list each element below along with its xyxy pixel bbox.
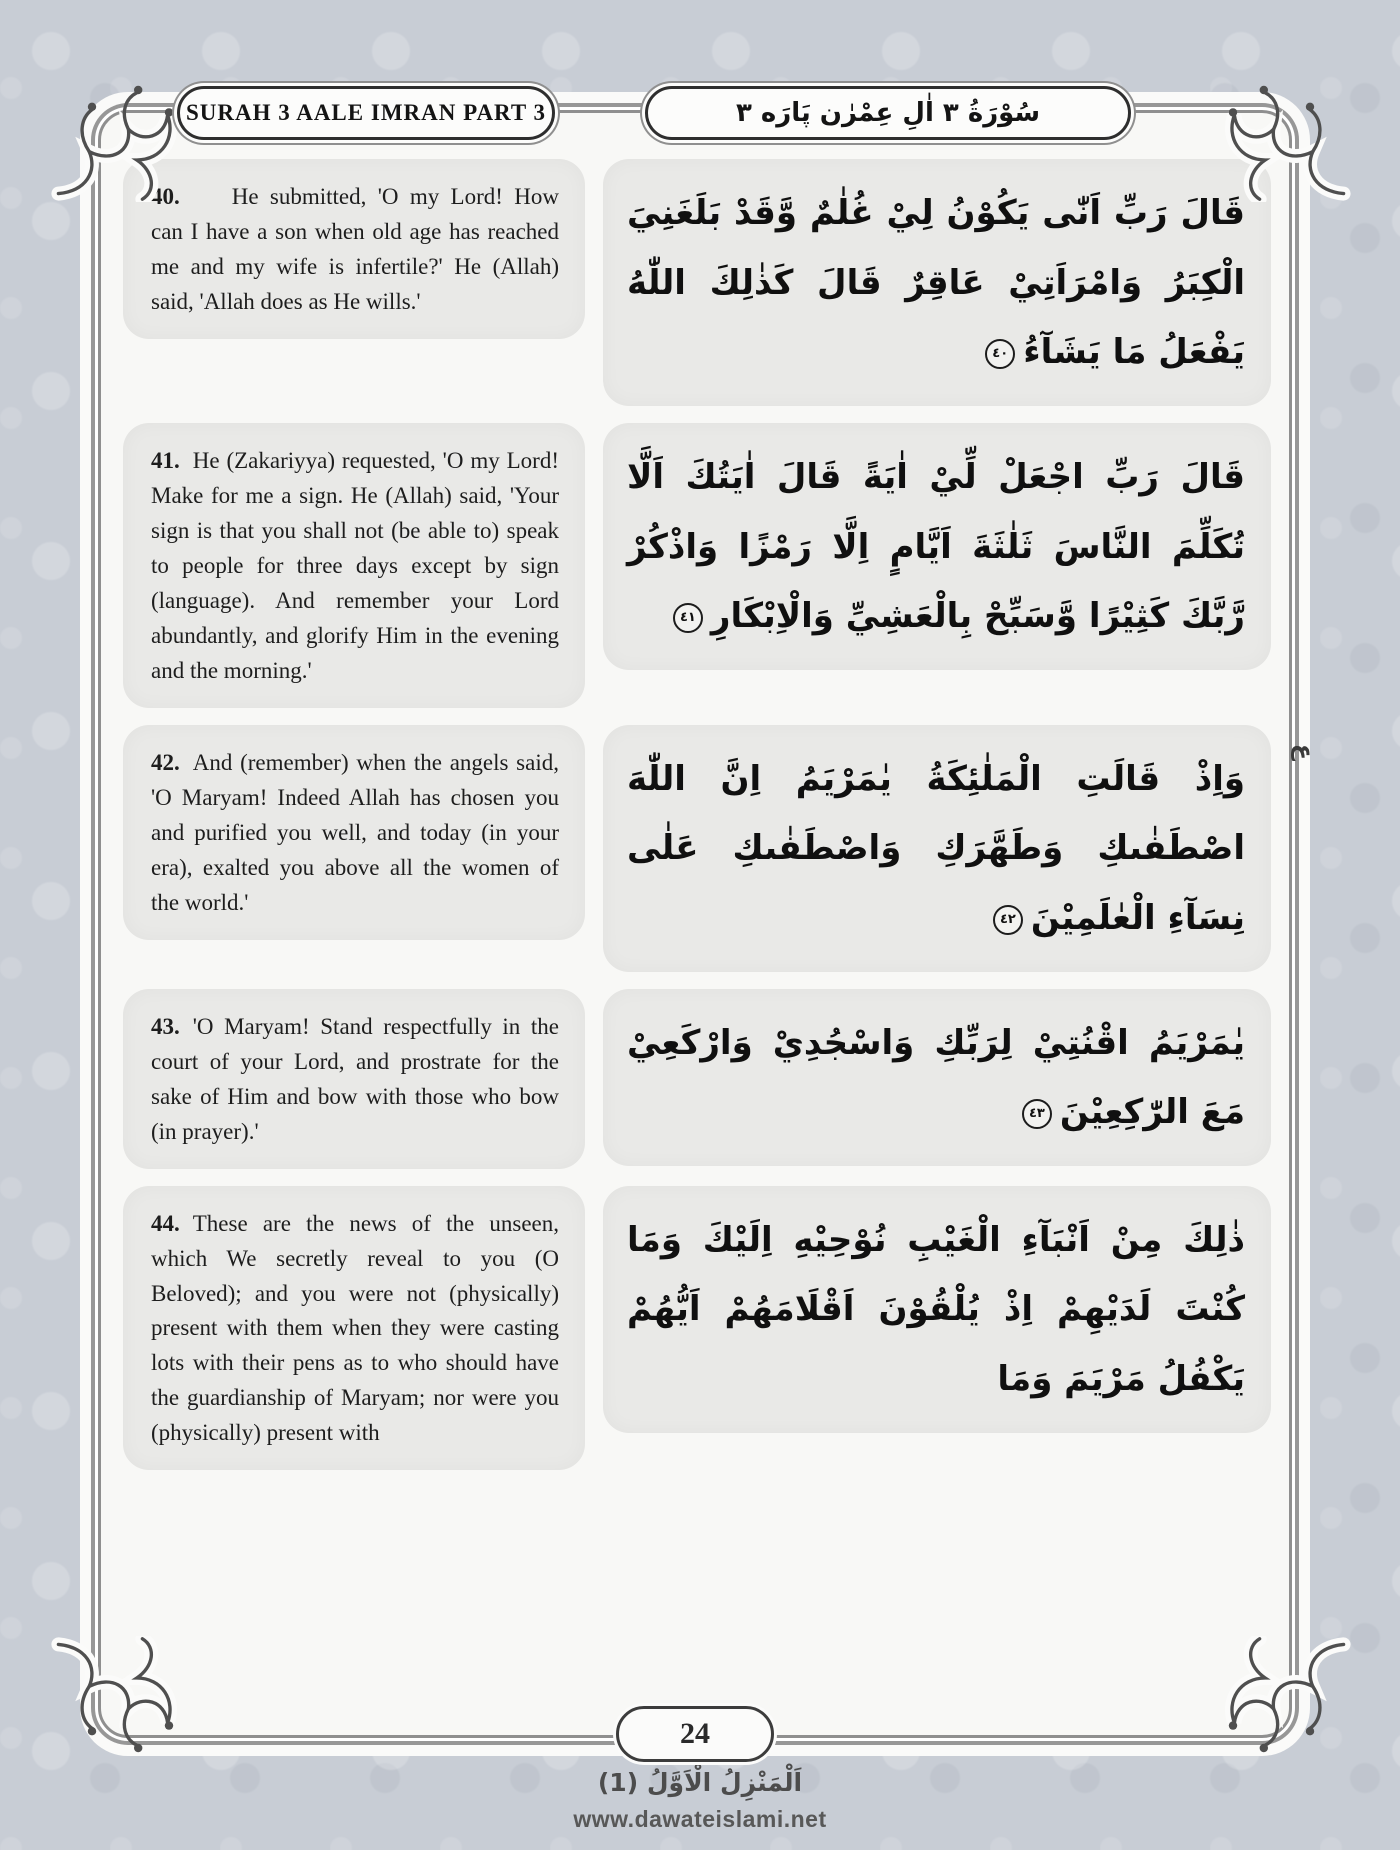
verse-english-text: These are the news of the unseen, which We secretly reveal to you (O Beloved); and you were not (physically) present with them when they were casting lots with their pens as to who should have the guardianship of Maryam; nor were you (physically) present with <box>151 1210 559 1446</box>
verse-arabic-text: وَاِذْ قَالَتِ الْمَلٰئِكَةُ يٰمَرْيَمُ اِنَّ اللّٰهَ اصْطَفٰىكِ وَطَهَّرَكِ وَاصْطَفٰىكِ عَلٰى نِسَآءِ الْعٰلَمِيْنَ <box>627 758 1245 939</box>
verse-row <box>123 159 1271 406</box>
corner-ornament-icon <box>50 1636 190 1776</box>
verse-arabic-block <box>603 989 1271 1166</box>
ruku-margin-marker: ع <box>1291 743 1320 761</box>
verse-number: 44. <box>151 1210 180 1236</box>
corner-ornament-icon <box>1212 62 1352 202</box>
surah-title-arabic: سُوْرَةُ ٣ اٰلِ عِمْرٰن پَارَه ٣ <box>735 98 1041 128</box>
verse-arabic-block <box>603 159 1271 406</box>
verse-english-block <box>123 989 585 1169</box>
verse-english-text: And (remember) when the angels said, 'O Maryam! Indeed Allah has chosen you and purified you well, and today (in your era), exalted you above all the women of the world.' <box>151 749 559 915</box>
manzil-label: اَلْمَنْزِلُ الْاَوَّلُ (1) <box>597 1768 803 1797</box>
verse-english-text: He (Zakariyya) requested, 'O my Lord! Make for me a sign. He (Allah) said, 'Your sign is that you shall not (be able to) speak to people for three days except by sign (language). And remember your Lord abundantly, and glorify Him in the evening and the morning.' <box>151 448 559 683</box>
verse-number: 40. <box>151 184 180 209</box>
verse-arabic-text: قَالَ رَبِّ اجْعَلْ لِّيْ اٰيَةً قَالَ اٰيَتُكَ اَلَّا تُكَلِّمَ النَّاسَ ثَلٰثَةَ اَيَّامٍ اِلَّا رَمْزًا وَاذْكُرْ رَّبَّكَ كَثِيْرًا وَّسَبِّحْ بِالْعَشِيِّ وَالْاِبْكَارِ <box>627 457 1245 637</box>
page-frame <box>98 98 1292 1750</box>
verse-row <box>123 989 1271 1169</box>
verse-arabic-block <box>603 423 1271 670</box>
verse-arabic-block <box>603 725 1271 972</box>
surah-title-banner-english <box>177 86 555 140</box>
verse-arabic-text: ذٰلِكَ مِنْ اَنْبَآءِ الْغَيْبِ نُوْحِيْهِ اِلَيْكَ وَمَا كُنْتَ لَدَيْهِمْ اِذْ يُلْقُوْنَ اَقْلَامَهُمْ اَيُّهُمْ يَكْفُلُ مَرْيَمَ وَمَا <box>627 1219 1245 1399</box>
corner-ornament-icon <box>1212 1636 1352 1776</box>
verse-number: 42. <box>151 749 180 775</box>
surah-title-english: SURAH 3 AALE IMRAN PART 3 <box>185 100 547 125</box>
ayah-end-marker: ٤٠ <box>985 339 1015 369</box>
verse-english-block <box>123 423 585 708</box>
verses-container <box>123 159 1271 1487</box>
verse-row <box>123 725 1271 972</box>
verse-arabic-text: يٰمَرْيَمُ اقْنُتِيْ لِرَبِّكِ وَاسْجُدِيْ وَارْكَعِيْ مَعَ الرّٰكِعِيْنَ <box>627 1022 1245 1133</box>
page-number-pill <box>616 1706 774 1762</box>
verse-english-block <box>123 725 585 940</box>
verse-english-block <box>123 1186 585 1471</box>
verse-arabic-block <box>603 1186 1271 1433</box>
verse-number: 43. <box>151 1013 180 1039</box>
verse-english-block <box>123 159 585 339</box>
page-number: 24 <box>680 1717 710 1750</box>
ayah-end-marker: ٤٣ <box>1022 1099 1052 1129</box>
website-url: www.dawateislami.net <box>573 1806 827 1832</box>
surah-title-banner-arabic <box>645 86 1131 140</box>
verse-english-text: He submitted, 'O my Lord! How can I have a son when old age has reached me and my wife is infertile?' He (Allah) said, 'Allah does as He wills.' <box>151 184 559 314</box>
corner-ornament-icon <box>50 62 190 202</box>
ayah-end-marker: ٤١ <box>673 603 703 633</box>
verse-row <box>123 423 1271 708</box>
ayah-end-marker: ٤٢ <box>993 905 1023 935</box>
verse-row <box>123 1186 1271 1471</box>
verse-english-text: 'O Maryam! Stand respectfully in the court of your Lord, and prostrate for the sake of Him and bow with those who bow (in prayer).' <box>151 1013 559 1144</box>
verse-arabic-text: قَالَ رَبِّ اَنّٰى يَكُوْنُ لِيْ غُلٰمٌ وَّقَدْ بَلَغَنِيَ الْكِبَرُ وَامْرَاَتِيْ عَاقِرٌ قَالَ كَذٰلِكَ اللّٰهُ يَفْعَلُ مَا يَشَآءُ <box>627 193 1245 373</box>
verse-number: 41. <box>151 448 180 474</box>
